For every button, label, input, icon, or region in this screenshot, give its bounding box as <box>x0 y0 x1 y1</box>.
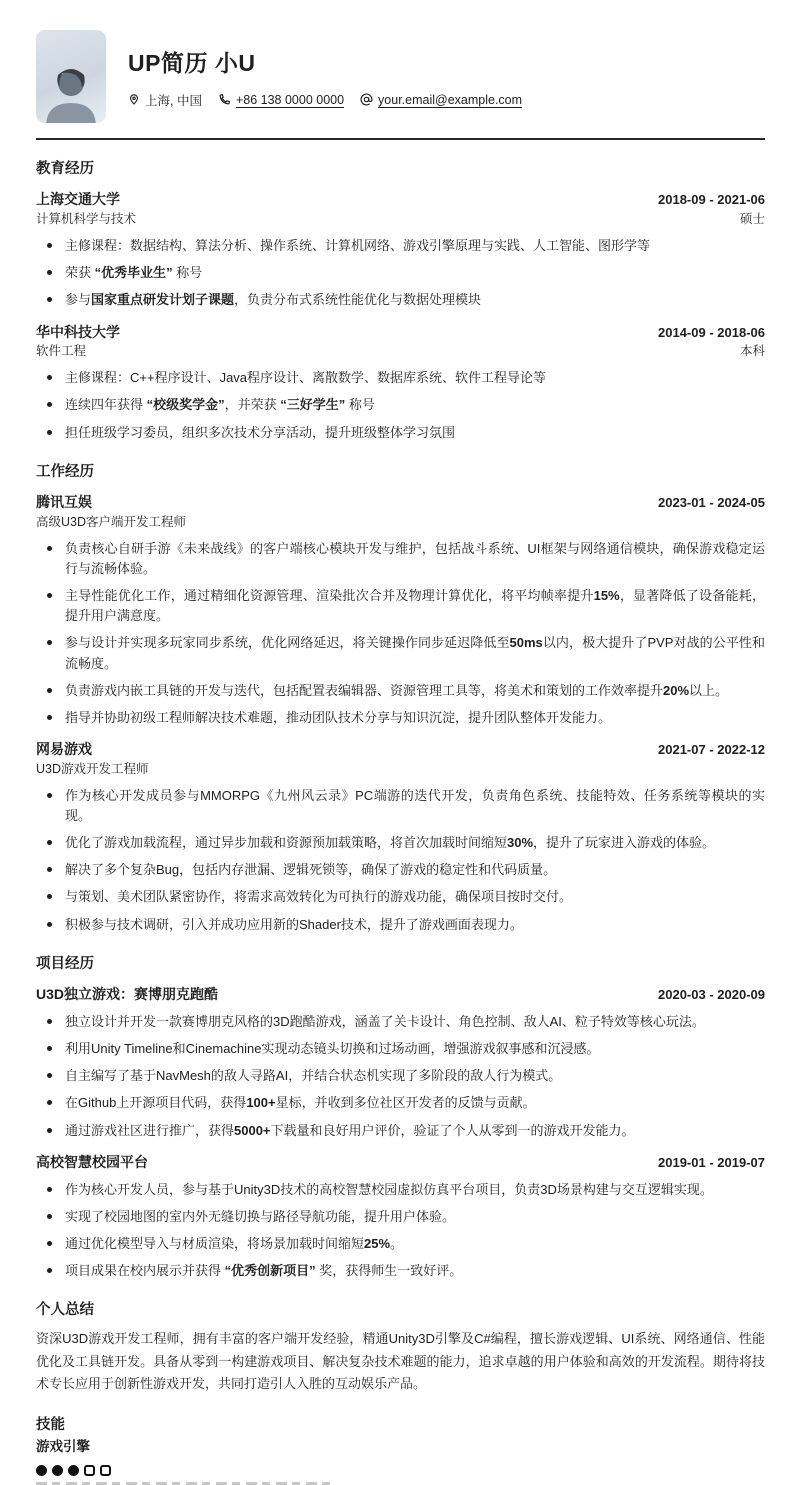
section-title: 工作经历 <box>36 463 94 480</box>
section-education <box>36 161 765 443</box>
summary-text: 资深U3D游戏开发工程师，拥有丰富的客户端开发经验，精通Unity3D引擎及C#编程，擅长游戏逻辑、UI系统、网络通信、性能优化及工具链开发。具备从零到一构建游戏项目、解决复杂技术难题的能力，追求卓越的用户体验和高效的开发流程。期待将技术专长应用于创新性游戏开发，共同打造引人入胜的互动娱乐产品。 <box>36 1331 765 1392</box>
bullet-dot-icon <box>47 867 52 872</box>
bullet-item <box>36 368 765 388</box>
bullet-dot-icon <box>47 546 52 551</box>
bullet-text-plain: 主修课程：C++程序设计、Java程序设计、离散数学、数据库系统、软件工程导论等 <box>65 370 547 386</box>
bullet-text <box>65 915 765 935</box>
entry-date: 2014-09 - 2018-06 <box>658 324 765 340</box>
entry-subtitle: 高级U3D客户端开发工程师 <box>36 515 187 530</box>
bullet-item <box>36 395 765 415</box>
header-info <box>128 45 538 109</box>
section-work <box>36 464 765 935</box>
entry-subline <box>36 343 765 360</box>
bullet-text <box>65 395 765 415</box>
bullet-text <box>65 860 765 880</box>
location-item <box>128 91 202 109</box>
entry-subline <box>36 211 765 228</box>
section-title: 个人总结 <box>36 1302 94 1319</box>
bullet-dot-icon <box>47 430 52 435</box>
bullet-text-plain: 在Github上开源项目代码，获得 <box>65 1095 247 1111</box>
bullet-dot-icon <box>47 297 52 302</box>
bullet-text <box>65 1039 765 1059</box>
bullet-text-plain: 参与设计并实现多玩家同步系统，优化网络延迟，将关键操作同步延迟降低至 <box>65 635 510 651</box>
bullet-text-plain: 解决了多个复杂Bug，包括内存泄漏、逻辑死锁等，确保了游戏的稳定性和代码质量。 <box>65 862 557 878</box>
bullet-item <box>36 1012 765 1032</box>
bullet-text <box>65 368 765 388</box>
candidate-name: UP简历 小U <box>128 49 256 76</box>
bullet-text <box>65 1066 765 1086</box>
bullet-dot-icon <box>47 375 52 380</box>
bullet-dot-icon <box>47 793 52 798</box>
bullet-text <box>65 708 765 728</box>
bullet-list <box>36 1012 765 1141</box>
bullet-item <box>36 539 765 579</box>
entry-date: 2018-09 - 2021-06 <box>658 192 765 208</box>
bullet-text-plain: 与策划、美术团队紧密协作，将需求高效转化为可执行的游戏功能，确保项目按时交付。 <box>65 889 573 905</box>
location-pin-icon <box>128 93 140 106</box>
bullet-dot-icon <box>47 1046 52 1051</box>
bullet-text <box>65 1180 765 1200</box>
bullet-text-plain: 作为核心开发成员参与MMORPG《九州风云录》PC端游的迭代开发，负责角色系统、技能特效、任务系统等模块的实现。 <box>65 787 765 823</box>
header-divider <box>36 138 765 140</box>
email-item <box>360 93 522 107</box>
skill-rating <box>36 1465 765 1476</box>
bullet-text-plain: ，提升了玩家进入游戏的体验。 <box>533 835 716 851</box>
entry-subline <box>36 514 765 531</box>
entry-title: 高校智慧校园平台 <box>36 1153 148 1170</box>
section-summary <box>36 1302 765 1395</box>
bullet-text-bold: 50ms <box>509 635 543 651</box>
bullet-text <box>65 290 765 310</box>
section-title: 教育经历 <box>36 161 94 177</box>
bullet-item <box>36 860 765 880</box>
bullet-text-bold: 国家重点研发计划子课题 <box>91 292 235 308</box>
bullet-dot-icon <box>47 1187 52 1192</box>
bullet-text <box>65 263 765 283</box>
at-sign-icon <box>360 93 373 106</box>
entry-head <box>36 740 765 759</box>
bullet-dot-icon <box>47 688 52 693</box>
bullet-item <box>36 236 765 256</box>
contact-row <box>128 91 538 109</box>
bullet-dot-icon <box>47 1241 52 1246</box>
skill-dot-filled-icon <box>68 1465 79 1476</box>
resume-entry <box>36 493 765 728</box>
bullet-dot-icon <box>47 922 52 927</box>
bullet-dot-icon <box>47 1100 52 1105</box>
resume-entry <box>36 985 765 1141</box>
bullet-text-plain: 荣获 <box>65 265 95 281</box>
entry-title: 网易游戏 <box>36 741 92 758</box>
bullet-list <box>36 539 765 728</box>
entry-date: 2023-01 - 2024-05 <box>658 495 765 511</box>
bullet-dot-icon <box>47 270 52 275</box>
bullet-text-bold: 25% <box>364 1235 391 1251</box>
entry-degree: 硕士 <box>739 212 765 227</box>
entry-head <box>36 1153 765 1172</box>
bullet-text-plain: ，并荣获 <box>224 397 281 413</box>
skill-dot-filled-icon <box>52 1465 63 1476</box>
bullet-text-plain: 自主编写了基于NavMesh的敌人寻路AI，并结合状态机实现了多阶段的敌人行为模式。 <box>65 1068 562 1084</box>
bullet-text <box>65 1234 765 1254</box>
bullet-item <box>36 708 765 728</box>
bullet-text-plain: 负责游戏内嵌工具链的开发与迭代，包括配置表编辑器、资源管理工具等，将美术和策划的工作效率提升 <box>65 682 664 698</box>
bullet-dot-icon <box>47 1214 52 1219</box>
bullet-text-plain: 星标，并收到多位社区开发者的反馈与贡献。 <box>275 1095 536 1111</box>
bullet-dot-icon <box>47 1019 52 1024</box>
entry-subtitle: 软件工程 <box>36 344 87 359</box>
bullet-text-plain: 优化了游戏加载流程，通过异步加载和资源预加载策略，将首次加载时间缩短 <box>65 835 508 851</box>
phone-handset-icon <box>218 93 231 106</box>
bullet-item <box>36 915 765 935</box>
phone-item <box>218 93 344 107</box>
bullet-list <box>36 368 765 442</box>
bullet-text <box>65 633 765 673</box>
bullet-item <box>36 1121 765 1141</box>
entry-subline <box>36 761 765 778</box>
bullet-text-plain: 担任班级学习委员，组织多次技术分享活动，提升班级整体学习氛围 <box>65 424 456 440</box>
bullet-text <box>65 833 765 853</box>
section-title: 项目经历 <box>36 955 94 972</box>
bullet-item <box>36 833 765 853</box>
bullet-dot-icon <box>47 593 52 598</box>
bullet-text-plain: 参与 <box>65 292 92 308</box>
bullet-text-plain: 独立设计并开发一款赛博朋克风格的3D跑酷游戏，涵盖了关卡设计、角色控制、敌人AI、粒子特效等核心玩法。 <box>65 1013 705 1029</box>
bullet-text-plain: 通过游戏社区进行推广，获得 <box>65 1122 235 1138</box>
bullet-dot-icon <box>47 1268 52 1273</box>
bullet-item <box>36 423 765 443</box>
bullet-dot-icon <box>47 715 52 720</box>
email-link[interactable]: your.email@example.com <box>378 92 523 107</box>
location-text: 上海, 中国 <box>145 93 202 108</box>
bullet-text-plain: ，负责分布式系统性能优化与数据处理模块 <box>234 292 482 308</box>
bullet-item <box>36 1039 765 1059</box>
bullet-item <box>36 786 765 826</box>
entry-head <box>36 190 765 209</box>
bullet-dot-icon <box>47 243 52 248</box>
bullet-text <box>65 423 765 443</box>
bullet-text <box>65 1207 765 1227</box>
bullet-text <box>65 1121 765 1141</box>
entry-title: 腾讯互娱 <box>36 494 92 511</box>
bullet-text-plain: 作为核心开发人员，参与基于Unity3D技术的高校智慧校园虚拟仿真平台项目，负责3D场景构建与交互逻辑实现。 <box>65 1181 713 1197</box>
resume-body <box>36 161 765 1281</box>
section-skills <box>36 1417 765 1485</box>
entry-head <box>36 493 765 512</box>
bullet-text-bold: “校级奖学金” <box>146 397 225 413</box>
bullet-text-plain: 以内，极大提升了PVP对战的公平性和流畅度。 <box>65 635 765 671</box>
bullet-dot-icon <box>47 640 52 645</box>
entry-title: U3D独立游戏：赛博朋克跑酷 <box>36 986 219 1003</box>
bullet-text <box>65 236 765 256</box>
entry-degree: 本科 <box>739 344 765 359</box>
section-title: 技能 <box>36 1416 65 1433</box>
bullet-text-bold: “三好学生” <box>280 397 346 413</box>
bullet-text-plain: ，显著降低了设备能耗，提升用户满意度。 <box>65 588 765 624</box>
bullet-text-plain: 实现了校园地图的室内外无缝切换与路径导航功能，提升用户体验。 <box>65 1208 456 1224</box>
entry-title: 上海交通大学 <box>36 191 120 208</box>
entry-title: 华中科技大学 <box>36 323 120 340</box>
phone-link[interactable]: +86 138 0000 0000 <box>235 92 345 107</box>
bullet-text-plain: 通过优化模型导入与材质渲染，将场景加载时间缩短 <box>65 1235 365 1251</box>
bullet-item <box>36 681 765 701</box>
skill-dot-filled-icon <box>36 1465 47 1476</box>
bullet-text <box>65 539 765 579</box>
bullet-dot-icon <box>47 402 52 407</box>
bullet-text-bold: 100+ <box>246 1095 276 1111</box>
entry-date: 2019-01 - 2019-07 <box>658 1154 765 1170</box>
bullet-item <box>36 633 765 673</box>
entry-head <box>36 323 765 342</box>
entry-head <box>36 985 765 1004</box>
bullet-item <box>36 1066 765 1086</box>
bullet-list <box>36 1180 765 1282</box>
bullet-item <box>36 586 765 626</box>
bullet-text-bold: “优秀毕业生” <box>94 265 173 281</box>
entry-subtitle: U3D游戏开发工程师 <box>36 761 149 776</box>
entry-subtitle: 计算机科学与技术 <box>36 212 137 227</box>
bullet-item <box>36 263 765 283</box>
resume-entry <box>36 1153 765 1281</box>
bullet-text <box>65 887 765 907</box>
bullet-text-plain: 。 <box>390 1235 404 1251</box>
bullet-text <box>65 586 765 626</box>
bullet-item <box>36 1093 765 1113</box>
bullet-text <box>65 786 765 826</box>
skill-dot-empty-icon <box>100 1465 111 1476</box>
resume-entry <box>36 323 765 443</box>
clipped-text-line <box>36 1482 336 1485</box>
bullet-item <box>36 1207 765 1227</box>
bullet-text-plain: 奖，获得师生一致好评。 <box>315 1262 463 1278</box>
skill-category: 游戏引擎 <box>36 1438 90 1454</box>
bullet-dot-icon <box>47 840 52 845</box>
bullet-text <box>65 1012 765 1032</box>
bullet-text <box>65 1093 765 1113</box>
bullet-text-plain: 项目成果在校内展示并获得 <box>65 1262 225 1278</box>
bullet-item <box>36 1180 765 1200</box>
bullet-item <box>36 887 765 907</box>
bullet-text-plain: 主导性能优化工作，通过精细化资源管理、渲染批次合并及物理计算优化，将平均帧率提升 <box>65 588 594 604</box>
bullet-text-plain: 以上。 <box>689 682 729 698</box>
bullet-item <box>36 290 765 310</box>
bullet-text-plain: 利用Unity Timeline和Cinemachine实现动态镜头切换和过场动画，增强游戏叙事感和沉浸感。 <box>65 1041 600 1057</box>
bullet-list <box>36 786 765 935</box>
bullet-item <box>36 1261 765 1281</box>
bullet-text-plain: 主修课程：数据结构、算法分析、操作系统、计算机网络、游戏引擎原理与实践、人工智能、图形学等 <box>65 238 651 254</box>
bullet-text <box>65 1261 765 1281</box>
bullet-list <box>36 236 765 310</box>
bullet-dot-icon <box>47 1073 52 1078</box>
bullet-text-plain: 下载量和良好用户评价，验证了个人从零到一的游戏开发能力。 <box>270 1122 635 1138</box>
resume-header <box>36 30 765 123</box>
bullet-text-bold: 15% <box>593 588 620 604</box>
bullet-text-plain: 指导并协助初级工程师解决技术难题，推动团队技术分享与知识沉淀，提升团队整体开发能力。 <box>65 709 612 725</box>
bullet-text-bold: 30% <box>507 835 534 851</box>
resume-entry <box>36 190 765 310</box>
bullet-text-plain: 积极参与技术调研，引入并成功应用新的Shader技术，提升了游戏画面表现力。 <box>65 916 523 932</box>
bullet-text-plain: 称号 <box>345 397 375 413</box>
bullet-text-bold: 20% <box>663 682 690 698</box>
bullet-text <box>65 681 765 701</box>
bullet-dot-icon <box>47 894 52 899</box>
resume-entry <box>36 740 765 935</box>
entry-date: 2021-07 - 2022-12 <box>658 742 765 758</box>
bullet-dot-icon <box>47 1128 52 1133</box>
section-projects <box>36 956 765 1281</box>
skill-dot-empty-icon <box>84 1465 95 1476</box>
bullet-text-plain: 称号 <box>172 265 203 281</box>
bullet-item <box>36 1234 765 1254</box>
bullet-text-plain: 连续四年获得 <box>65 397 147 413</box>
profile-photo <box>36 30 106 123</box>
bullet-text-bold: 5000+ <box>234 1122 271 1138</box>
bullet-text-bold: “优秀创新项目” <box>224 1262 316 1278</box>
bullet-text-plain: 负责核心自研手游《未来战线》的客户端核心模块开发与维护，包括战斗系统、UI框架与网络通信模块，确保游戏稳定运行与流畅体验。 <box>65 540 765 577</box>
entry-date: 2020-03 - 2020-09 <box>658 987 765 1003</box>
